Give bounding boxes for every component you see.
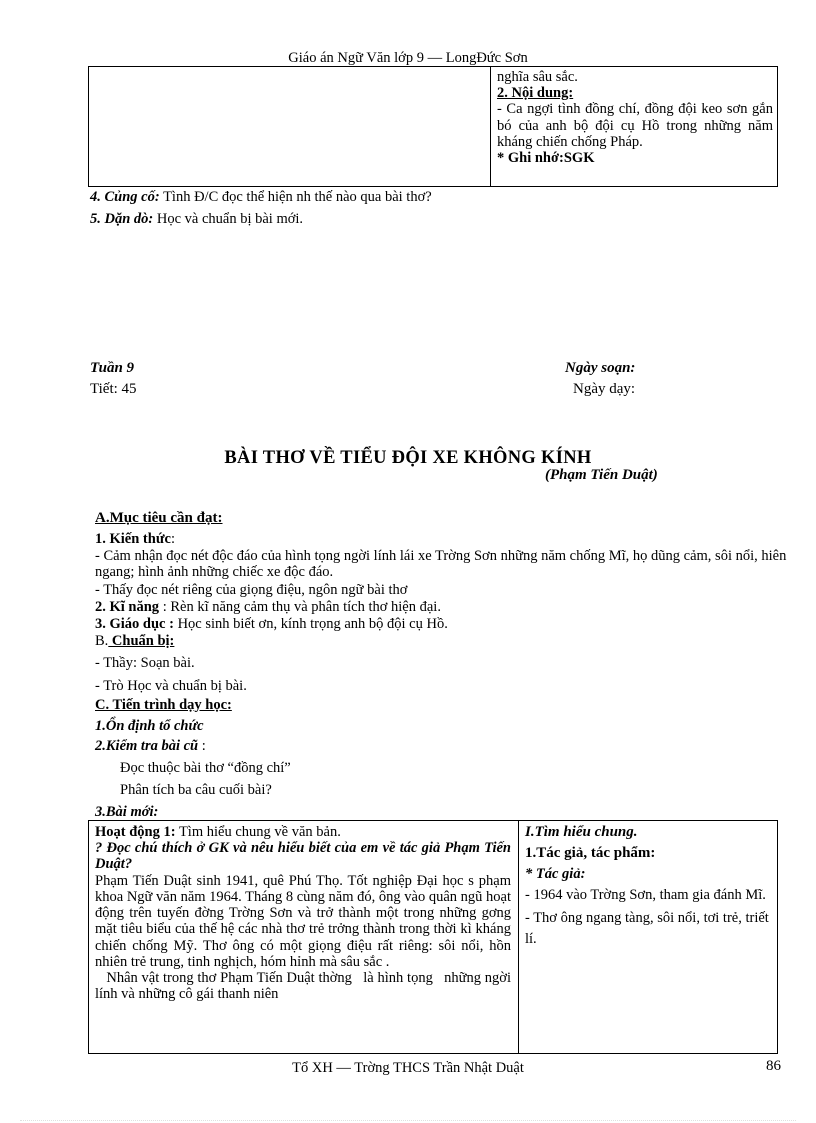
- overview-heading-text: I.Tìm hiểu chung.: [525, 824, 638, 840]
- homework-line: [90, 211, 303, 227]
- student-prep: - Trò Học và chuẩn bị bài.: [95, 678, 247, 694]
- education-label: 3. Giáo dục :: [95, 616, 174, 632]
- activity-label: Hoạt động 1:: [95, 824, 176, 840]
- consolidation-line: [90, 189, 432, 205]
- activity-paragraph-1: Phạm Tiến Duật sinh 1941, quê Phú Thọ. Tốt nghiệp Đại học s phạm khoa Ngữ văn năm 1964. Tháng 8 cùng năm đó, ông vào quân ngũ hoạt động trên tuyến đờng Trờng Sơn và trở thành một trong những gơng mặt tiêu biểu của thế hệ các nhà thơ trẻ trởng thành trong thời kì kháng chiến chống Mỹ. Thơ ông có một giọng điệu rất riêng: sôi nổi, hồn nhiên trẻ trung, tinh nghịch, hóm hỉnh mà sâu sắc .: [95, 872, 511, 970]
- homework-label: 5. Dặn dò:: [90, 211, 154, 227]
- knowledge-point-1: - Cảm nhận đọc nét độc đáo của hình tọng ngời lính lái xe Trờng Sơn những năm chống Mĩ, họ dũng cảm, sôi nổi, hiên ngang; hình ảnh những chiếc xe độc đáo.: [95, 548, 787, 581]
- lesson-number: Tiết: 45: [90, 381, 137, 397]
- homework-text: Học và chuẩn bị bài mới.: [153, 211, 304, 227]
- continued-line: nghĩa sâu sắc.: [497, 69, 578, 85]
- lesson-author: (Phạm Tiến Duật): [545, 467, 658, 483]
- review-label: 2.Kiểm tra bài cũ: [95, 738, 199, 754]
- education-line: [95, 616, 448, 632]
- continued-table: [88, 67, 778, 187]
- author-fact-1: - 1964 vào Trờng Sơn, tham gia đánh Mĩ.: [525, 886, 766, 903]
- author-subheading: * Tác giả:: [525, 865, 586, 882]
- review-colon: :: [198, 738, 206, 754]
- education-text: Học sinh biết ơn, kính trọng anh bộ đội cụ Hồ.: [173, 616, 448, 632]
- author-work-heading: 1.Tác giả, tác phẩm:: [525, 844, 656, 861]
- skills-text: : Rèn kĩ năng cảm thụ và phân tích thơ hiện đại.: [159, 599, 441, 615]
- page-footer: Tổ XH — Trờng THCS Trần Nhật Duật: [292, 1060, 524, 1076]
- overview-heading: [525, 824, 771, 841]
- section-b-title: Chuẩn bị:: [108, 633, 175, 649]
- activity-question: ? Đọc chú thích ở GK và nêu hiểu biết của em về tác giả Phạm Tiến Duật?: [95, 840, 511, 873]
- review-question-2: Phân tích ba câu cuối bài?: [120, 782, 272, 798]
- activity-left-cell: [95, 824, 522, 1003]
- table-divider: [490, 67, 491, 186]
- organization-step: 1.Ổn định tổ chức: [95, 718, 204, 734]
- author-fact-2: - Thơ ông ngang tàng, sôi nổi, tơi trẻ, triết lí.: [525, 909, 769, 947]
- lesson-title: BÀI THƠ VỀ TIỂU ĐỘI XE KHÔNG KÍNH: [224, 448, 592, 468]
- prep-date-label: Ngày soạn:: [565, 360, 636, 376]
- section-a-heading: A.Mục tiêu cần đạt:: [95, 510, 223, 526]
- skills-line: [95, 599, 441, 615]
- section-b-heading: [95, 633, 174, 649]
- content-text: - Ca ngợi tình đồng chí, đồng đội keo sơn gắn bó của anh bộ đội cụ Hồ trong những năm kháng chiến chống Pháp.: [497, 101, 773, 150]
- page-number: 86: [766, 1058, 781, 1074]
- activity-table-divider: [518, 821, 519, 1053]
- consolidation-label: 4. Củng cố:: [90, 189, 160, 205]
- section-c-heading: C. Tiến trình dạy học:: [95, 697, 232, 713]
- section-b-prefix: B.: [95, 633, 109, 649]
- page-header: Giáo án Ngữ Văn lớp 9 — LongĐức Sơn: [288, 50, 528, 66]
- new-lesson-step: 3.Bài mới:: [95, 804, 159, 820]
- activity-paragraph-2: Nhân vật trong thơ Phạm Tiến Duật thờng là hình tọng những ngời lính và những cô gái thanh niên: [95, 970, 522, 1003]
- continued-table-right-cell: [497, 69, 773, 166]
- content-heading: 2. Nội dung:: [497, 85, 574, 102]
- activity-table: [88, 820, 778, 1054]
- knowledge-point-2: - Thấy đọc nét riêng của giọng điệu, ngôn ngữ bài thơ: [95, 582, 408, 598]
- activity-right-cell: [525, 824, 771, 950]
- knowledge-label: 1. Kiến thức: [95, 531, 171, 547]
- teach-date-label: Ngày dạy:: [573, 381, 636, 397]
- knowledge-colon: :: [170, 531, 175, 547]
- review-question-1: Đọc thuộc bài thơ “đồng chí”: [120, 760, 291, 776]
- activity-heading: [95, 824, 511, 840]
- activity-label-text: Tìm hiểu chung về văn bản.: [175, 824, 341, 840]
- teacher-prep: - Thầy: Soạn bài.: [95, 655, 195, 671]
- knowledge-heading: [95, 531, 175, 547]
- week-label: Tuần 9: [90, 360, 135, 376]
- skills-label: 2. Kĩ năng: [95, 599, 160, 615]
- page-bottom-border: [20, 1120, 796, 1121]
- summary-note: * Ghi nhớ:SGK: [497, 150, 595, 167]
- review-step: [95, 738, 206, 754]
- consolidation-text: Tình Đ/C đọc thể hiện nh thế nào qua bài thơ?: [159, 189, 432, 205]
